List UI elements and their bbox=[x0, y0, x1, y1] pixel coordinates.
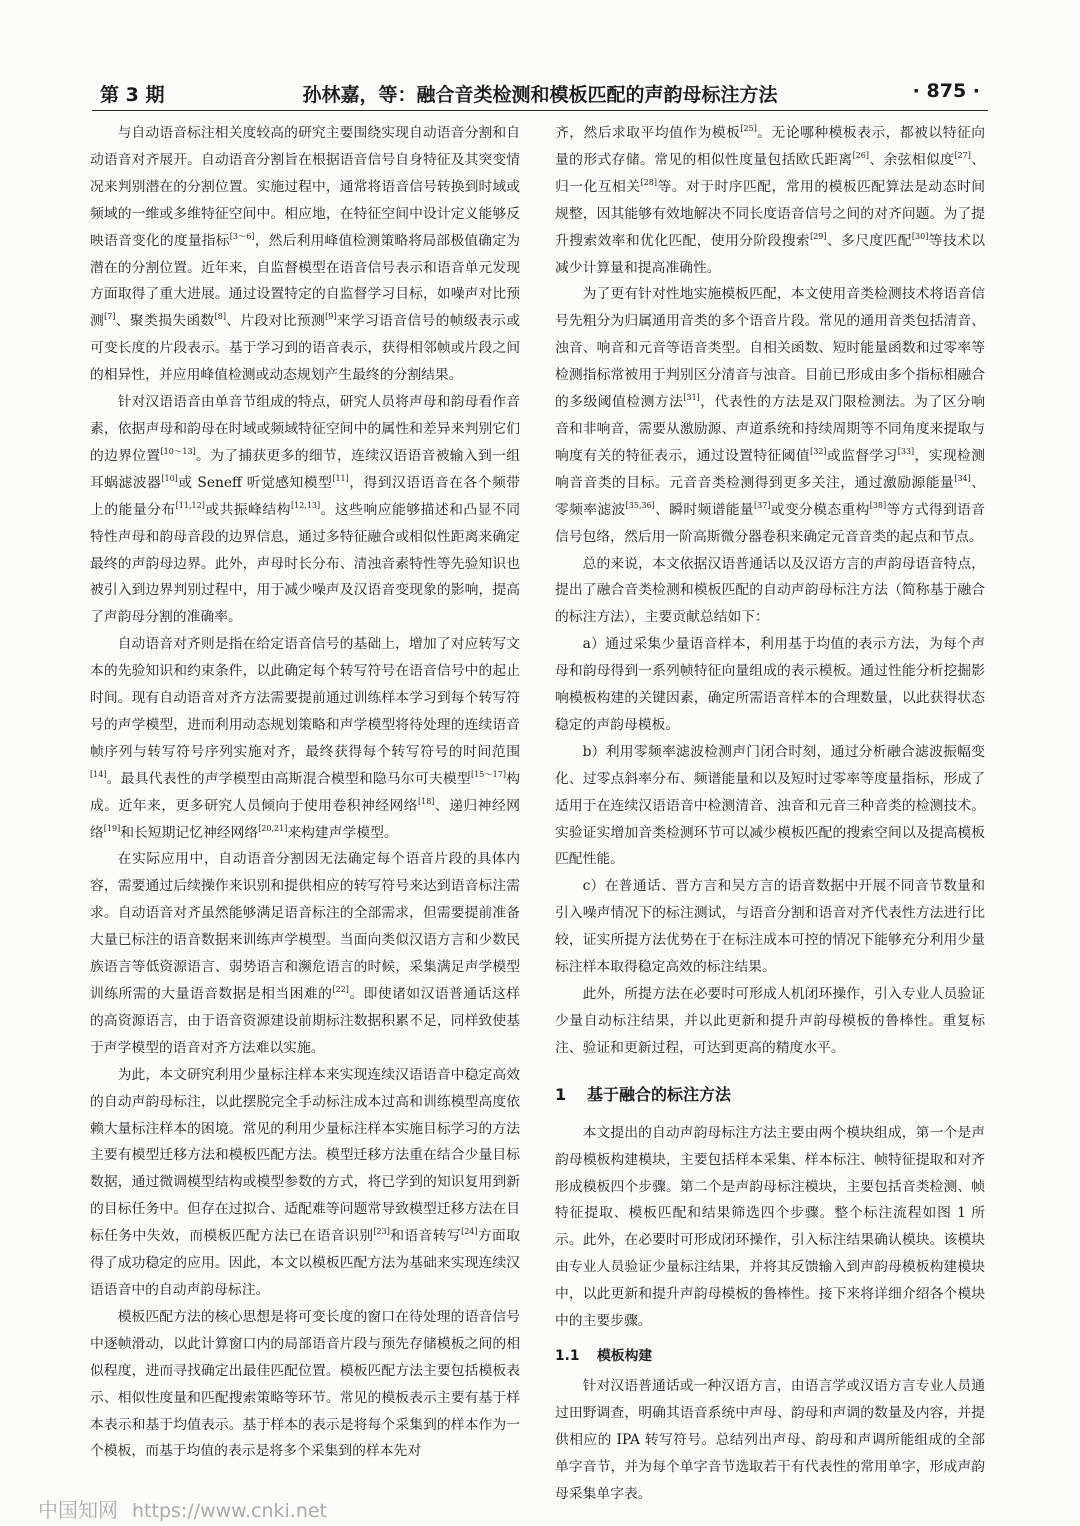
paragraph: 本文提出的自动声韵母标注方法主要由两个模块组成，第一个是声韵母模板构建模块，主要包括样本采集、样本标注、帧特征提取和对齐形成模板四个步骤。第二个是声韵母标注模块，主要包括音类检测、帧特征提取、模板匹配和结果筛选四个步骤。整个标注流程如图 1 所示。此外，在必要时可形成闭环操作，引入标注结果确认模块。该模块由专业人员验证少量标注结果，并将其反馈输入到声韵母模板构建模块中，以此更新和提升声韵母模板的鲁棒性。接下来将详细介绍各个模块中的主要步骤。 bbox=[555, 1124, 985, 1330]
running-header bbox=[92, 80, 988, 111]
paragraph: 总的来说，本文依据汉语普通话以及汉语方言的声韵母语音特点，提出了融合音类检测和模板匹配的自动声韵母标注方法（简称基于融合的标注方法），主要贡献总结如下： bbox=[555, 555, 985, 626]
subsection-number: 1.1 bbox=[555, 1347, 580, 1364]
citation: [24] bbox=[461, 1227, 478, 1237]
citation: [11] bbox=[332, 473, 349, 483]
citation: [22] bbox=[332, 985, 349, 994]
citation: [23] bbox=[373, 1227, 390, 1237]
paragraph: 与自动语音标注相关度较高的研究主要围绕实现自动语音分割和自动语音对齐展开。自动语音分割旨在根据语音信号自身特征及其突变情况来判别潜在的分割位置。实施过程中，通常将语音信号转换到时域或频域的一维或多维特征空间中。相应地，在特征空间中设计定义能够反映语音变化的度量指标[3～6]，然后利用峰值检测策略将局部极值确定为潜在的分割位置。近年来，自监督模型在语音信号表示和语音单元发现方面取得了重大进展。通过设置特定的自监督学习目标，如噪声对比预测[7]、聚类损失函数[8]、片段对比预测[9]来学习语音信号的帧级表示或可变长度的片段表示。基于学习到的语音表示，获得相邻帧或片段之间的相异性，并应用峰值检测或动态规划产生最终的分割结果。 bbox=[90, 125, 521, 384]
paragraph: 针对汉语语音由单音节组成的特点，研究人员将声母和韵母看作音素，依据声母和韵母在时域或频域特征空间中的属性和差异来判别它们的边界位置[10～13]。为了捕获更多的细节，连续汉语语音被输入到一组耳蜗滤波器[10]或 Seneff 听觉感知模型[11]，得到汉语语音在各个频带上的能量分布[11,12]或共振峰结构[12,13]。这些响应能够描述和凸显不同特性声母和韵母音段的边界信息，通过多特征融合或相似性距离来确定最终的声韵母边界。此外，声母时长分布、清浊音素特性等先验知识也被引入到边界判别过程中，用于减少噪声及汉语音变现象的影响，提高了声韵母分割的准确率。 bbox=[90, 394, 521, 626]
paragraph: 此外，所提方法在必要时可形成人机闭环操作，引入专业人员验证少量自动标注结果，并以此更新和提升声韵母模板的鲁棒性。重复标注、验证和更新过程，可达到更高的精度水平。 bbox=[555, 986, 985, 1056]
paragraph-continued: 齐，然后求取平均值作为模板[25]。无论哪种模板表示，都被以特征向量的形式存储。常见的相似性度量包括欧氏距离[26]、余弦相似度[27]、归一化互相关[28]等。对于时序匹配，常用的模板匹配算法是动态时间规整，因其能够有效地解决不同长度语音信号之间的对齐问题。为了提升搜索效率和优化匹配，使用分阶段搜索[29]、多尺度匹配[30]等技术以减少计算量和提高准确性。 bbox=[555, 124, 986, 276]
citation: [31] bbox=[683, 393, 700, 403]
citation: [12,13] bbox=[290, 500, 321, 510]
watermark-url: https://www.cnki.net bbox=[132, 1500, 328, 1522]
citation: [25] bbox=[740, 124, 757, 133]
citation: [10～13] bbox=[160, 446, 196, 456]
citation: [19] bbox=[103, 823, 121, 833]
citation: [14] bbox=[90, 769, 107, 779]
cnki-watermark bbox=[38, 1494, 327, 1523]
citation: [35,36] bbox=[625, 500, 655, 510]
citation: [30] bbox=[911, 231, 929, 241]
citation: [33] bbox=[897, 446, 915, 456]
citation: [8] bbox=[214, 312, 226, 322]
citation: [29] bbox=[810, 231, 827, 241]
citation: [27] bbox=[954, 150, 971, 160]
contribution-item-a: a）通过采集少量语音样本，利用基于均值的表示方法，为每个声母和韵母得到一系列帧特征向量组成的表示模板。通过性能分析挖掘影响模板构建的关键因素，确定所需语音样本的合理数量，以此获得状态稳定的声韵母模板。 bbox=[555, 636, 985, 733]
citation: [7] bbox=[104, 312, 116, 322]
citation: [38] bbox=[869, 500, 887, 510]
running-title: 孙林嘉，等：融合音类检测和模板匹配的声韵母标注方法 bbox=[302, 84, 778, 106]
contribution-item-b: b）利用零频率滤波检测声门闭合时刻，通过分析融合滤波振幅变化、过零点斜率分布、频谱能量和以及短时过零率等度量指标，形成了适用于在连续汉语语音中检测清音、浊音和元音三种音类的检测技术。实验证实增加音类检测环节可以减少模板匹配的搜索空间以及提高模板匹配性能。 bbox=[555, 743, 985, 868]
citation: [26] bbox=[852, 150, 870, 160]
subsection-title: 模板构建 bbox=[597, 1347, 653, 1364]
subsection-heading bbox=[555, 1343, 985, 1369]
citation: [11,12] bbox=[175, 500, 205, 510]
citation: [18] bbox=[418, 796, 435, 806]
paragraph: 为此，本文研究利用少量标注样本来实现连续汉语语音中稳定高效的自动声韵母标注，以此摆脱完全手动标注成本过高和训练模型高度依赖大量标注样本的困境。常见的利用少量标注样本实施目标学习的方法主要有模型迁移方法和模板匹配方法。模型迁移方法重在结合少量目标数据，通过微调模型结构或模型参数的方式，将已学到的知识复用到新的目标任务中。但存在过拟合、适配难等问题常导致模型迁移方法在目标任务中失效，而模板匹配方法已在语音识别[23]和语音转写[24]方面取得了成功稳定的应用。因此，本文以模板匹配方法为基础来实现连续汉语语音中的自动声韵母标注。 bbox=[90, 1066, 521, 1298]
right-column bbox=[555, 120, 985, 1508]
watermark-site-name: 中国知网 bbox=[38, 1498, 118, 1522]
citation: [20,21] bbox=[258, 823, 288, 833]
citation: [28] bbox=[640, 177, 657, 187]
paragraph: 针对汉语普通话或一种汉语方言，由语言学或汉语方言专业人员通过田野调查，明确其语音系统中声母、韵母和声调的数量及内容，并提供相应的 IPA 转写符号。总结列出声母、韵母和声调所能组成的全部单字音节，并为每个单字音节选取若干有代表性的常用单字，形成声韵母采集单字表。 bbox=[555, 1377, 985, 1502]
section-title: 基于融合的标注方法 bbox=[587, 1084, 732, 1104]
citation: [10] bbox=[161, 473, 178, 483]
citation: [34] bbox=[954, 473, 971, 483]
contribution-item-c: c）在普通话、晋方言和吴方言的语音数据中开展不同音节数量和引入噪声情况下的标注测试，与语音分割和语音对齐代表性方法进行比较，证实所提方法优势在于在标注成本可控的情况下能够充分利用少量标注样本取得稳定高效的标注结果。 bbox=[555, 878, 985, 976]
citation: [3～6] bbox=[229, 231, 255, 241]
citation: [32] bbox=[810, 446, 827, 456]
section-heading bbox=[555, 1082, 985, 1108]
paragraph: 在实际应用中，自动语音分割因无法确定每个语音片段的具体内容，需要通过后续操作来识别和提供相应的转写符号来达到语音标注需求。自动语音对齐虽然能够满足语音标注的全部需求，但需要提前准备大量已标注的语音数据来训练声学模型。当面向类似汉语方言和少数民族语言等低资源语言、弱势语言和濒危语言的时候，采集满足声学模型训练所需的大量语音数据是相当困难的[22]。即使诸如汉语普通话这样的高资源语言，由于语音资源建设前期标注数据积累不足，同样致使基于声学模型的语音对齐方法难以实施。 bbox=[90, 851, 521, 1056]
page-number: · 875 · bbox=[912, 80, 980, 102]
citation: [15～17] bbox=[470, 769, 506, 779]
citation: [9] bbox=[325, 312, 337, 322]
paragraph: 为了更有针对性地实施模板匹配，本文使用音类检测技术将语音信号先粗分为归属通用音类的多个语音片段。常见的通用音类包括清音、浊音、响音和元音等语音类型。自相关函数、短时能量函数和过零率等检测指标常被用于判别区分清音与浊音。目前已形成由多个指标相融合的多级阈值检测方法[31]，代表性的方法是双门限检测法。为了区分响音和非响音，需要从激励源、声道系统和持续周期等不同角度来提取与响度有关的特征表示，通过设置特征阈值[32]或监督学习[33]，实现检测响音音类的目标。元音音类检测得到更多关注，通过激励源能量[34]、零频率滤波[35,36]、瞬时频谱能量[37]或变分模态重构[38]等方式得到语音信号包络，然后用一阶高斯微分器卷积来确定元音音类的起点和节点。 bbox=[555, 286, 986, 545]
left-column bbox=[90, 120, 520, 1465]
paragraph: 模板匹配方法的核心思想是将可变长度的窗口在待处理的语音信号中逐帧滑动，以此计算窗口内的局部语音片段与预先存储模板之间的相似程度，进而寻找确定出最佳匹配位置。模板匹配方法主要包括模板表示、相似性度量和匹配搜索策略等环节。常见的模板表示主要有基于样本表示和基于均值表示。基于样本的表示是将每个采集到的样本作为一个模板，而基于均值的表示是将多个采集到的样本先对 bbox=[90, 1308, 520, 1460]
issue-label: 第 3 期 bbox=[100, 84, 165, 106]
section-number: 1 bbox=[555, 1084, 567, 1104]
citation: [37] bbox=[754, 500, 771, 510]
paragraph: 自动语音对齐则是指在给定语音信号的基础上，增加了对应转写文本的先验知识和约束条件，以此确定每个转写符号在语音信号中的起止时间。现有自动语音对齐方法需要提前通过训练样本学习到每个转写符号的声学模型，进而利用动态规划策略和声学模型将待处理的连续语音帧序列与转写符号序列实施对齐，最终获得每个转写符号的时间范围[14]。最具代表性的声学模型由高斯混合模型和隐马尔可夫模型[15～17]构成。近年来，更多研究人员倾向于使用卷积神经网络[18]、递归神经网络[19]和长短期记忆神经网络[20,21]来构建声学模型。 bbox=[90, 636, 521, 841]
